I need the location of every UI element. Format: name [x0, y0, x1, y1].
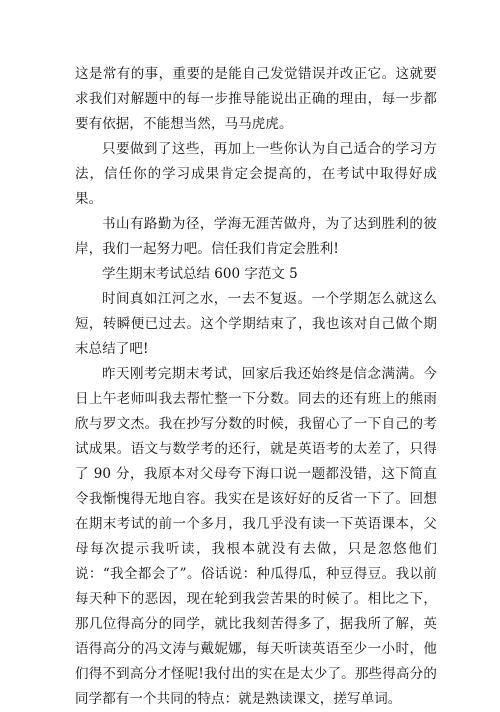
paragraph-encouragement: 书山有路勤为径，学海无涯苦做舟，为了达到胜利的彼岸，我们一起努力吧。信任我们肯定会胜利! — [75, 216, 437, 257]
paragraph-exam-reflection: 昨天刚考完期末考试，回家后我还始终是信念满满。今日上午老师叫我去帮忙整一下分数。同去的还有班上的熊雨欣与罗文杰。我在抄写分数的时候，我留心了一下自己的考试成果。语文与数学考的还行，就是英语考的太差了，只得了 90 分，我原本对父母夸下海口说一题都没错，这下简直令我惭愧得无地自容。我实在是该好好的反省一下了。回想在期末考试的前一个多月，我几乎没有读一下英语课本，父母每次提示我听读，我根本就没有去做，只是忽悠他们说：“我全都会了”。俗话说：种瓜得瓜，种豆得豆。我以前每天种下的恶因，现在轮到我尝苦果的时候了。相比之下，那几位得高分的同学，就比我刻苦得多了，据我所了解，英语得高分的冯文涛与戴妮娜，每天听读英语至少一小时，他们得不到高分才怪呢!我付出的实在是太少了。那些得高分的同学都有一个共同的特点：就是熟读课文，搓写单词。 — [75, 366, 437, 707]
document-page — [75, 62, 437, 712]
section-heading: 学生期末考试总结 600 字范文 5 — [102, 266, 298, 282]
paragraph-study-methods: 只要做到了这些，再加上一些你认为自己适合的学习方法，信任你的学习成果肯定会提高的，在考试中取得好成果。 — [75, 141, 437, 207]
paragraph-continuation: 这是常有的事，重要的是能自己发觉错误并改正它。这就要求我们对解题中的每一步推导能说出正确的理由，每一步都要有依据，不能想当然，马马虎虎。 — [75, 66, 437, 132]
paragraph-time-passing: 时间真如江河之水，一去不复返。一个学期怎么就这么短，转瞬便已过去。这个学期结束了，我也该对自己做个期末总结了吧! — [75, 291, 437, 357]
